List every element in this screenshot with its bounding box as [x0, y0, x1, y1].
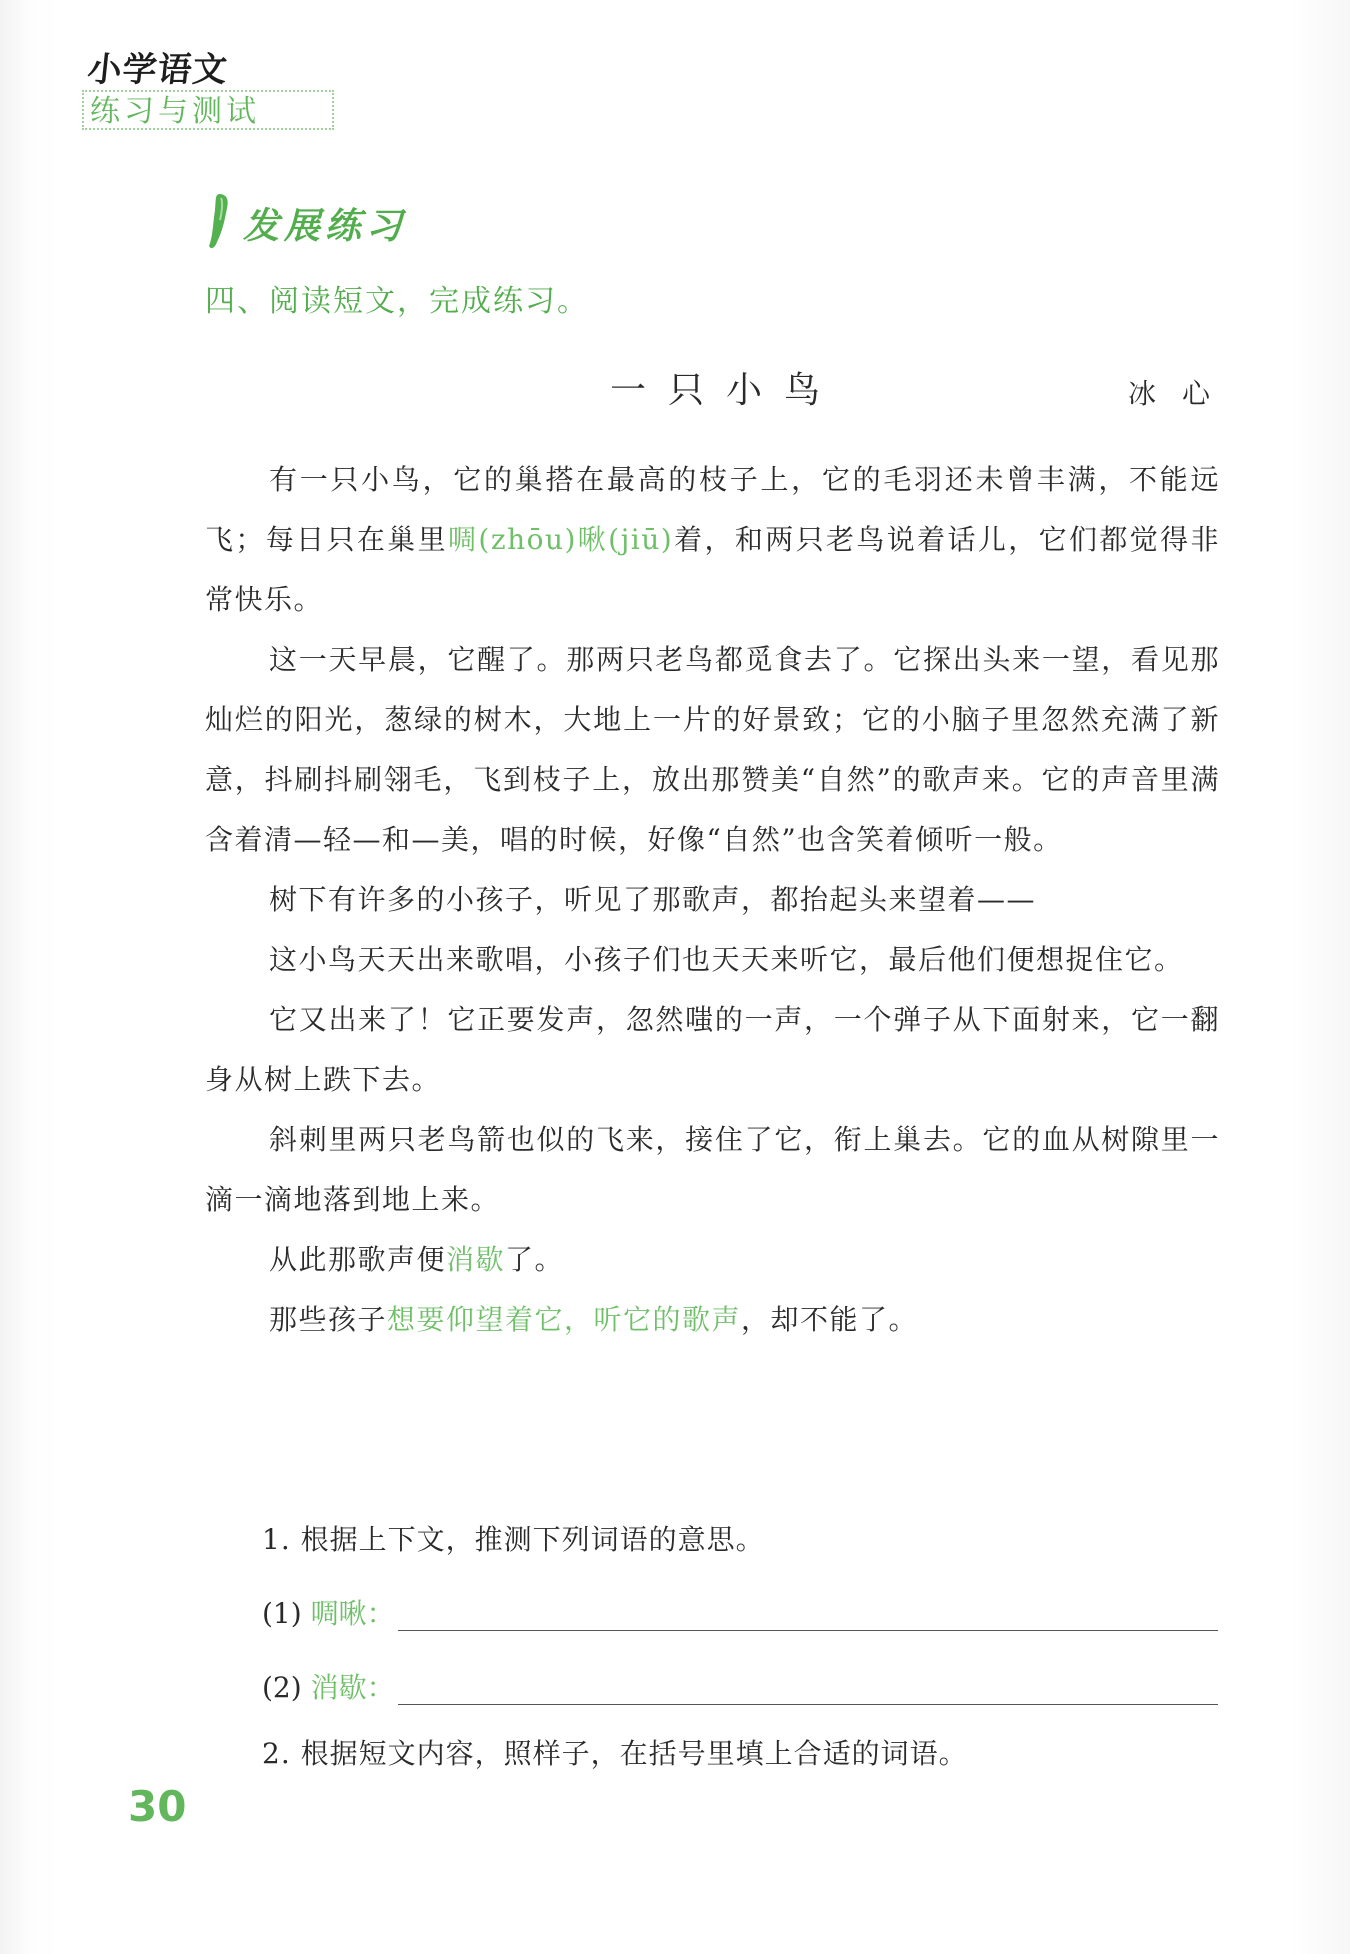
answer-line-2[interactable] — [398, 1704, 1218, 1705]
story-body — [205, 450, 1220, 1350]
story-paragraph — [205, 1290, 1220, 1350]
story-paragraph: 这一天早晨，它醒了。那两只老鸟都觅食去了。它探出头来一望，看见那灿烂的阳光，葱绿的树木，大地上一片的好景致；它的小脑子里忽然充满了新意，抖刷抖刷翎毛，飞到枝子上，放出那赞美“自然”的歌声来。它的声音里满含着清—轻—和—美，唱的时候，好像“自然”也含笑着倾听一般。 — [205, 643, 1220, 856]
highlighted-word: 消歇 — [446, 1243, 506, 1276]
story-author: 冰心 — [1128, 377, 1237, 410]
paragraph-text: 从此那歌声便 — [269, 1243, 447, 1276]
paragraph-text: 有一只小鸟，它的巢搭在最高的枝子上，它的毛羽还未曾丰满，不能远飞；每日只在巢里 — [205, 463, 1220, 556]
story-paragraph: 这小鸟天天出来歌唱，小孩子们也天天来听它，最后他们便想捉住它。 — [269, 943, 1184, 976]
series-title: 小学语文 — [85, 50, 230, 90]
paragraph-text: ，却不能了。 — [741, 1303, 919, 1336]
paragraph-text: 那些孩子 — [269, 1303, 388, 1336]
answer-line-1[interactable] — [398, 1630, 1218, 1631]
book-title: 练习与测试 — [90, 94, 260, 129]
question-1-item-2 — [262, 1666, 395, 1706]
section-title: 发展练习 — [243, 206, 408, 247]
item-number: (1) — [262, 1597, 302, 1630]
story-paragraph: 它又出来了！它正要发声，忽然嗤的一声，一个弹子从下面射来，它一翻身从树上跌下去。 — [205, 1003, 1220, 1096]
item-number: (2) — [262, 1671, 302, 1704]
item-term: 消歇： — [310, 1671, 395, 1704]
question-2: 2. 根据短文内容，照样子，在括号里填上合适的词语。 — [262, 1737, 968, 1770]
story-paragraph: 树下有许多的小孩子，听见了那歌声，都抬起头来望着—— — [269, 883, 1037, 916]
paragraph-text: 了。 — [505, 1243, 565, 1276]
book-brand — [82, 42, 336, 134]
story-paragraph — [205, 450, 1220, 630]
story-paragraph — [205, 1230, 1220, 1290]
brush-stroke-icon — [205, 192, 235, 252]
paragraph-text: 着，和两只老鸟说着话儿，它们都觉得非常快乐。 — [205, 523, 1220, 616]
highlighted-phrase: 想要仰望着它，听它的歌声 — [387, 1303, 742, 1336]
highlighted-word: 啁(zhōu)啾(jiū) — [448, 523, 674, 556]
question-1-item-1 — [262, 1592, 395, 1632]
question-1: 1. 根据上下文，推测下列词语的意思。 — [262, 1523, 765, 1556]
task-instruction: 四、阅读短文，完成练习。 — [205, 284, 589, 319]
page-number: 30 — [128, 1782, 187, 1831]
story-title: 一只小鸟 — [610, 370, 843, 411]
item-term: 啁啾： — [310, 1597, 395, 1630]
story-paragraph: 斜刺里两只老鸟箭也似的飞来，接住了它，衔上巢去。它的血从树隙里一滴一滴地落到地上来。 — [205, 1123, 1220, 1216]
